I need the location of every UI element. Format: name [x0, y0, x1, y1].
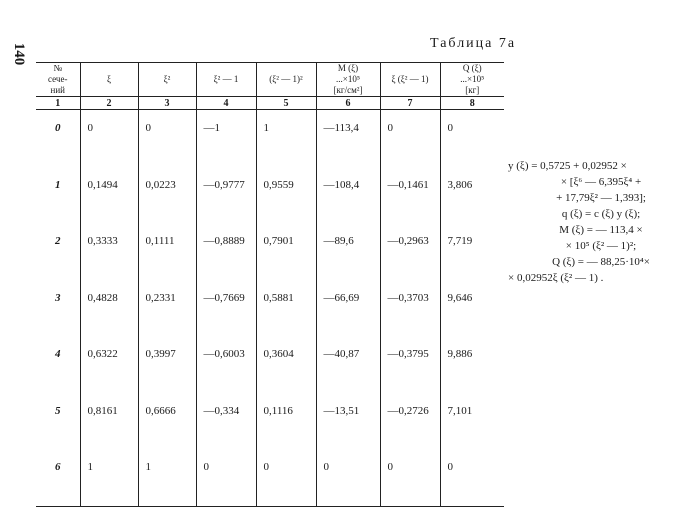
table-row [36, 449, 504, 506]
formula-line: Q (ξ) = — 88,25·10⁴× [552, 256, 650, 268]
table-cell: —0,8889 [196, 223, 256, 280]
table-cell: 0,1494 [80, 167, 138, 224]
table-cell: 0 [380, 449, 440, 506]
table-cell: 0,3333 [80, 223, 138, 280]
column-number: 1 [36, 97, 80, 110]
table-cell: 6 [36, 449, 80, 506]
page-number: 140 [11, 42, 27, 66]
formula-line: + 17,79ξ² — 1,393]; [556, 192, 646, 204]
column-header: № сече- ний [36, 63, 80, 97]
table-cell: 0 [256, 449, 316, 506]
table-cell: 0 [316, 449, 380, 506]
table-cell: 0,3604 [256, 336, 316, 393]
table-cell: —0,9777 [196, 167, 256, 224]
formula-block [508, 158, 694, 286]
table-row [36, 223, 504, 280]
table-row [36, 280, 504, 337]
table-title: Таблица 7а [430, 36, 517, 51]
formula-line: × 0,02952ξ (ξ² — 1) . [508, 272, 604, 284]
table-row [36, 110, 504, 167]
column-number-row [36, 97, 504, 110]
table-cell: 0,2331 [138, 280, 196, 337]
column-number: 3 [138, 97, 196, 110]
table-cell: —13,51 [316, 393, 380, 450]
table-cell: —0,3703 [380, 280, 440, 337]
table-cell: 0,6322 [80, 336, 138, 393]
column-number: 7 [380, 97, 440, 110]
table-cell: —0,7669 [196, 280, 256, 337]
table-cell: 1 [256, 110, 316, 167]
table-cell: 4 [55, 348, 61, 360]
formula-line: y (ξ) = 0,5725 + 0,02952 × [508, 160, 627, 172]
table-cell: 3 [55, 291, 61, 304]
table-cell: 0,8161 [80, 393, 138, 450]
table-cell: —66,69 [316, 280, 380, 337]
column-header: ξ (ξ² — 1) [380, 63, 440, 97]
table-cell: —0,2726 [380, 393, 440, 450]
table-cell: 0,3997 [138, 336, 196, 393]
table-cell: —1 [196, 110, 256, 167]
table-cell: —0,3795 [380, 336, 440, 393]
table-cell: —0,334 [196, 393, 256, 450]
column-number: 6 [316, 97, 380, 110]
column-number: 2 [80, 97, 138, 110]
table-cell: 0 [440, 449, 504, 506]
table-cell: 0 [55, 122, 61, 134]
formula-line: × 10⁵ (ξ² — 1)²; [565, 240, 637, 252]
table-row [36, 393, 504, 450]
column-number: 4 [196, 97, 256, 110]
table-cell: 0,7901 [256, 223, 316, 280]
column-header: Q (ξ) ...×10⁵ [кг] [440, 63, 504, 97]
table-cell: 1 [138, 449, 196, 506]
table-cell: 1 [80, 449, 138, 506]
table-cell: —89,6 [316, 223, 380, 280]
data-table [36, 62, 504, 507]
table-cell: 0 [380, 110, 440, 167]
table-cell: 0,5881 [256, 280, 316, 337]
table-cell: 5 [55, 404, 61, 417]
table-cell: 7,101 [440, 393, 504, 450]
table-cell: 7,719 [440, 223, 504, 280]
table-cell: —40,87 [316, 336, 380, 393]
table-row [36, 167, 504, 224]
table-cell: 0 [80, 110, 138, 167]
table-cell: 0,0223 [138, 167, 196, 224]
column-number: 5 [256, 97, 316, 110]
table-cell: —0,2963 [380, 223, 440, 280]
table-cell: 1 [55, 178, 61, 191]
column-header: M (ξ) ...×10⁵ [кг/см²] [316, 63, 380, 97]
table-cell: 0,1116 [256, 393, 316, 450]
table-cell: 9,886 [440, 336, 504, 393]
formula-line: q (ξ) = c (ξ) y (ξ); [561, 208, 641, 220]
table-cell: 0,9559 [256, 167, 316, 224]
formula-line: × [ξ⁶ — 6,395ξ⁴ + [560, 176, 642, 188]
table-cell: 0 [440, 110, 504, 167]
table-cell: 2 [55, 235, 61, 247]
header-row [36, 63, 504, 97]
table-cell: —0,6003 [196, 336, 256, 393]
table-cell: —113,4 [316, 110, 380, 167]
table-row [36, 336, 504, 393]
table-cell: 0 [196, 449, 256, 506]
table-cell: 0,4828 [80, 280, 138, 337]
table-cell: —108,4 [316, 167, 380, 224]
column-header: ξ [80, 63, 138, 97]
table-cell: 0,1111 [138, 223, 196, 280]
formula-line: M (ξ) = — 113,4 × [559, 224, 643, 236]
table-cell: 0 [138, 110, 196, 167]
column-header: ξ² — 1 [196, 63, 256, 97]
table-cell: 9,646 [440, 280, 504, 337]
table-cell: 3,806 [440, 167, 504, 224]
table-cell: 0,6666 [138, 393, 196, 450]
column-header: ξ² [138, 63, 196, 97]
column-header: (ξ² — 1)² [256, 63, 316, 97]
table-cell: —0,1461 [380, 167, 440, 224]
column-number: 8 [440, 97, 504, 110]
